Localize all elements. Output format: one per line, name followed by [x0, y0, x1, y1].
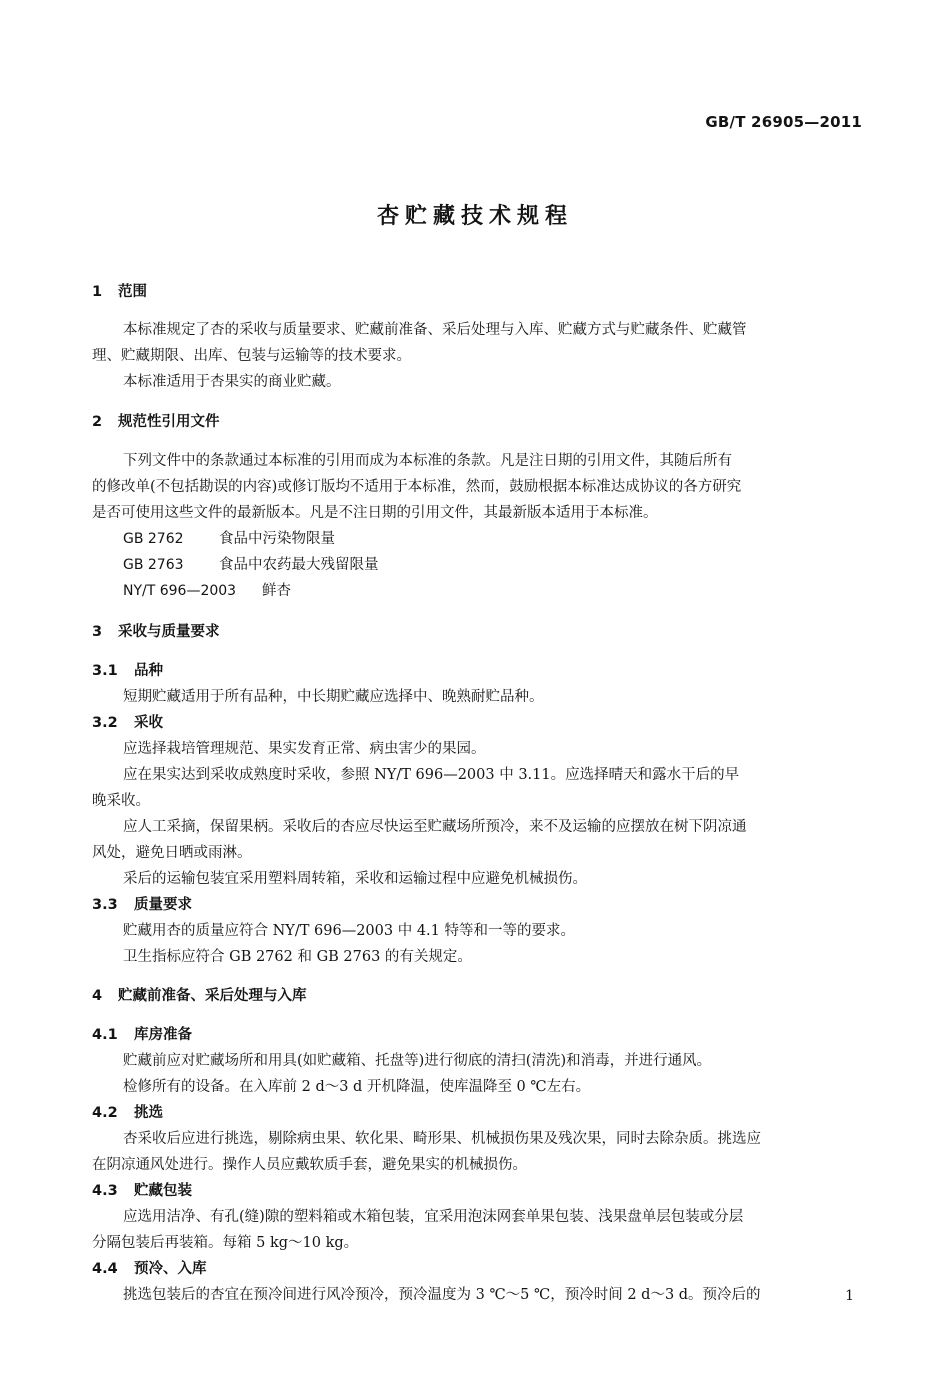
paragraph-line: 短期贮藏适用于所有品种，中长期贮藏应选择中、晚熟耐贮品种。 [123, 689, 544, 705]
section-number: 3.3 [92, 897, 118, 913]
section-title: 采收 [134, 715, 163, 731]
paragraph-line: 是否可使用这些文件的最新版本。凡是不注日期的引用文件，其最新版本适用于本标准。 [92, 505, 658, 521]
paragraph-line: 本标准适用于杏果实的商业贮藏。 [123, 374, 341, 390]
subsection-heading-3-3 [92, 896, 192, 914]
paragraph-line: 理、贮藏期限、出库、包装与运输等的技术要求。 [92, 348, 411, 364]
section-number: 4.4 [92, 1261, 118, 1277]
document-title: 杏贮藏技术规程 [376, 204, 573, 229]
reference-name: 食品中农药最大残留限量 [219, 557, 379, 573]
paragraph-line: 应人工采摘，保留果柄。采收后的杏应尽快运至贮藏场所预冷，来不及运输的应摆放在树下阴凉通 [123, 819, 747, 835]
subsection-heading-3-1 [92, 662, 163, 680]
reference-code: GB 2763 [123, 557, 184, 573]
paragraph-line: 分隔包装后再装箱。每箱 5 kg～10 kg。 [92, 1235, 359, 1251]
section-title: 品种 [134, 663, 163, 679]
paragraph-line: 贮藏用杏的质量应符合 NY/T 696—2003 中 4.1 特等和一等的要求。 [123, 923, 575, 939]
page-number: 1 [845, 1288, 854, 1304]
subsection-heading-3-2 [92, 714, 163, 732]
paragraph-line: 应选用洁净、有孔(缝)隙的塑料箱或木箱包装，宜采用泡沫网套单果包装、浅果盘单层包装或分层 [123, 1209, 744, 1225]
section-number: 4.2 [92, 1105, 118, 1121]
reference-name: 食品中污染物限量 [219, 531, 335, 547]
paragraph-line: 挑选包装后的杏宜在预冷间进行风冷预冷，预冷温度为 3 ℃～5 ℃，预冷时间 2 d～3 d。预冷后的 [123, 1287, 761, 1303]
paragraph-line: 下列文件中的条款通过本标准的引用而成为本标准的条款。凡是注日期的引用文件，其随后所有 [123, 453, 732, 469]
section-number: 2 [92, 414, 103, 430]
subsection-heading-4-2 [92, 1104, 163, 1122]
subsection-heading-4-3 [92, 1182, 192, 1200]
section-title: 质量要求 [134, 897, 192, 913]
section-heading-4 [92, 987, 307, 1005]
section-number: 3.2 [92, 715, 118, 731]
reference-code: NY/T 696—2003 [123, 583, 237, 599]
subsection-heading-4-4 [92, 1260, 207, 1278]
section-heading-2 [92, 413, 220, 431]
paragraph-line: 晚采收。 [92, 793, 150, 809]
section-heading-1 [92, 283, 147, 301]
paragraph-line: 应在果实达到采收成熟度时采收，参照 NY/T 696—2003 中 3.11。应选择晴天和露水干后的早 [123, 767, 740, 783]
section-title: 规范性引用文件 [118, 414, 220, 430]
paragraph-line: 本标准规定了杏的采收与质量要求、贮藏前准备、采后处理与入库、贮藏方式与贮藏条件、贮藏管 [123, 322, 747, 338]
paragraph-line: 在阴凉通风处进行。操作人员应戴软质手套，避免果实的机械损伤。 [92, 1157, 527, 1173]
section-number: 4.1 [92, 1027, 118, 1043]
reference-name: 鲜杏 [262, 583, 291, 599]
section-number: 4.3 [92, 1183, 118, 1199]
reference-item [123, 556, 379, 574]
section-title: 范围 [118, 284, 147, 300]
reference-item [123, 530, 335, 548]
paragraph-line: 采后的运输包装宜采用塑料周转箱，采收和运输过程中应避免机械损伤。 [123, 871, 587, 887]
section-number: 3 [92, 624, 103, 640]
paragraph-line: 的修改单(不包括勘误的内容)或修订版均不适用于本标准，然而，鼓励根据本标准达成协议的各方研究 [92, 479, 742, 495]
section-title: 贮藏包装 [134, 1183, 192, 1199]
paragraph-line: 卫生指标应符合 GB 2762 和 GB 2763 的有关规定。 [123, 949, 472, 965]
section-heading-3 [92, 623, 220, 641]
paragraph-line: 贮藏前应对贮藏场所和用具(如贮藏箱、托盘等)进行彻底的清扫(清洗)和消毒，并进行通风。 [123, 1053, 712, 1069]
paragraph-line: 风处，避免日晒或雨淋。 [92, 845, 252, 861]
section-title: 预冷、入库 [134, 1261, 207, 1277]
section-title: 库房准备 [134, 1027, 192, 1043]
section-title: 贮藏前准备、采后处理与入库 [118, 988, 307, 1004]
paragraph-line: 应选择栽培管理规范、果实发育正常、病虫害少的果园。 [123, 741, 486, 757]
section-number: 1 [92, 284, 103, 300]
subsection-heading-4-1 [92, 1026, 192, 1044]
reference-item [123, 582, 291, 600]
paragraph-line: 检修所有的设备。在入库前 2 d～3 d 开机降温，使库温降至 0 ℃左右。 [123, 1079, 591, 1095]
section-title: 挑选 [134, 1105, 163, 1121]
section-number: 4 [92, 988, 103, 1004]
section-number: 3.1 [92, 663, 118, 679]
section-title: 采收与质量要求 [118, 624, 220, 640]
paragraph-line: 杏采收后应进行挑选，剔除病虫果、软化果、畸形果、机械损伤果及残次果，同时去除杂质。挑选应 [123, 1131, 761, 1147]
standard-code: GB/T 26905—2011 [705, 113, 862, 131]
reference-code: GB 2762 [123, 531, 184, 547]
